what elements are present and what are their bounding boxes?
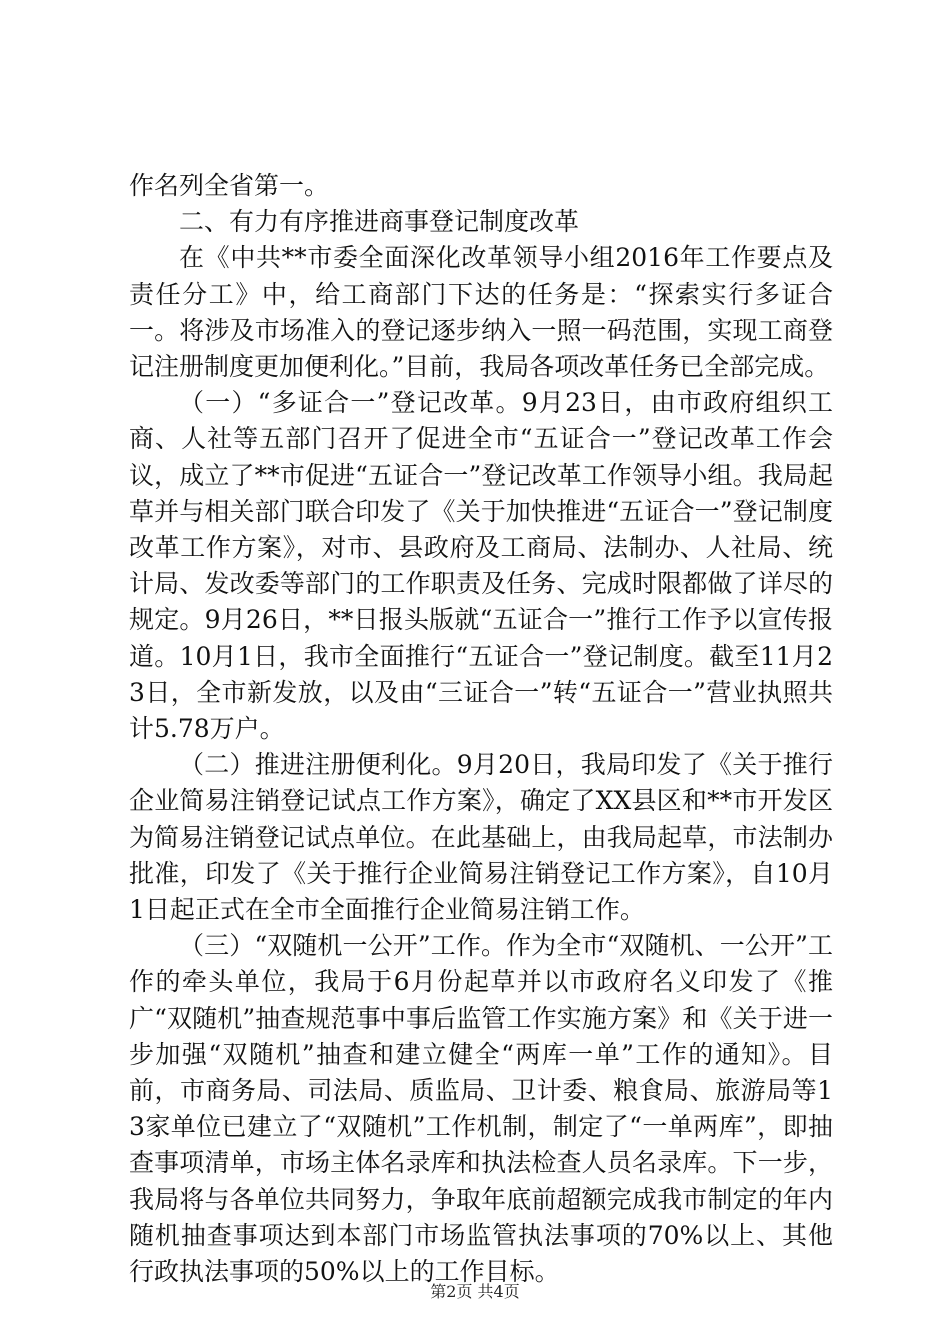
paragraph-intro: 在《中共**市委全面深化改革领导小组2016年工作要点及责任分工》中，给工商部门下达的任务是：“探索实行多证合一。将涉及市场准入的登记逐步纳入一照一码范围，实现工商登记注册制度更加便利化。”目前，我局各项改革任务已全部完成。 — [129, 243, 833, 382]
paragraph-item-2: （二）推进注册便利化。9月20日，我局印发了《关于推行企业简易注销登记试点工作方案》，确定了XX县区和**市开发区为简易注销登记试点单位。在此基础上，由我局起草，市法制办批准，印发了《关于推行企业简易注销登记工作方案》，自10月1日起正式在全市全面推行企业简易注销工作。 — [129, 750, 833, 925]
section-heading: 二、有力有序推进商事登记制度改革 — [179, 207, 580, 237]
paragraph-item-1: （一）“多证合一”登记改革。9月23日，由市政府组织工商、人社等五部门召开了促进全市“五证合一”登记改革工作会议，成立了**市促进“五证合一”登记改革工作领导小组。我局起草并与相关部门联合印发了《关于加快推进“五证合一”登记制度改革工作方案》，对市、县政府及工商局、法制办、人社局、统计局、发改委等部门的工作职责及任务、完成时限都做了详尽的规定。9月26日，**日报头版就“五证合一”推行工作予以宣传报道。10月1日，我市全面推行“五证合一”登记制度。截至11月23日，全市新发放，以及由“三证合一”转“五证合一”营业执照共计5.78万户。 — [129, 388, 833, 744]
paragraph-item-3: （三）“双随机一公开”工作。作为全市“双随机、一公开”工作的牵头单位，我局于6月份起草并以市政府名义印发了《推广“双随机”抽查规范事中事后监管工作实施方案》和《关于进一步加强“双随机”抽查和建立健全“两库一单”工作的通知》。目前，市商务局、司法局、质监局、卫计委、粮食局、旅游局等13家单位已建立了“双随机”工作机制，制定了“一单两库”，即抽查事项清单，市场主体名录库和执法检查人员名录库。下一步，我局将与各单位共同努力，争取年底前超额完成我市制定的年内随机抽查事项达到本部门市场监管执法事项的70%以上、其他行政执法事项的50%以上的工作目标。 — [129, 931, 833, 1287]
page-number-footer: 第2页 共4页 — [430, 1282, 520, 1301]
document-body — [129, 168, 833, 1290]
paragraph-continuation: 作名列全省第一。 — [129, 171, 330, 200]
